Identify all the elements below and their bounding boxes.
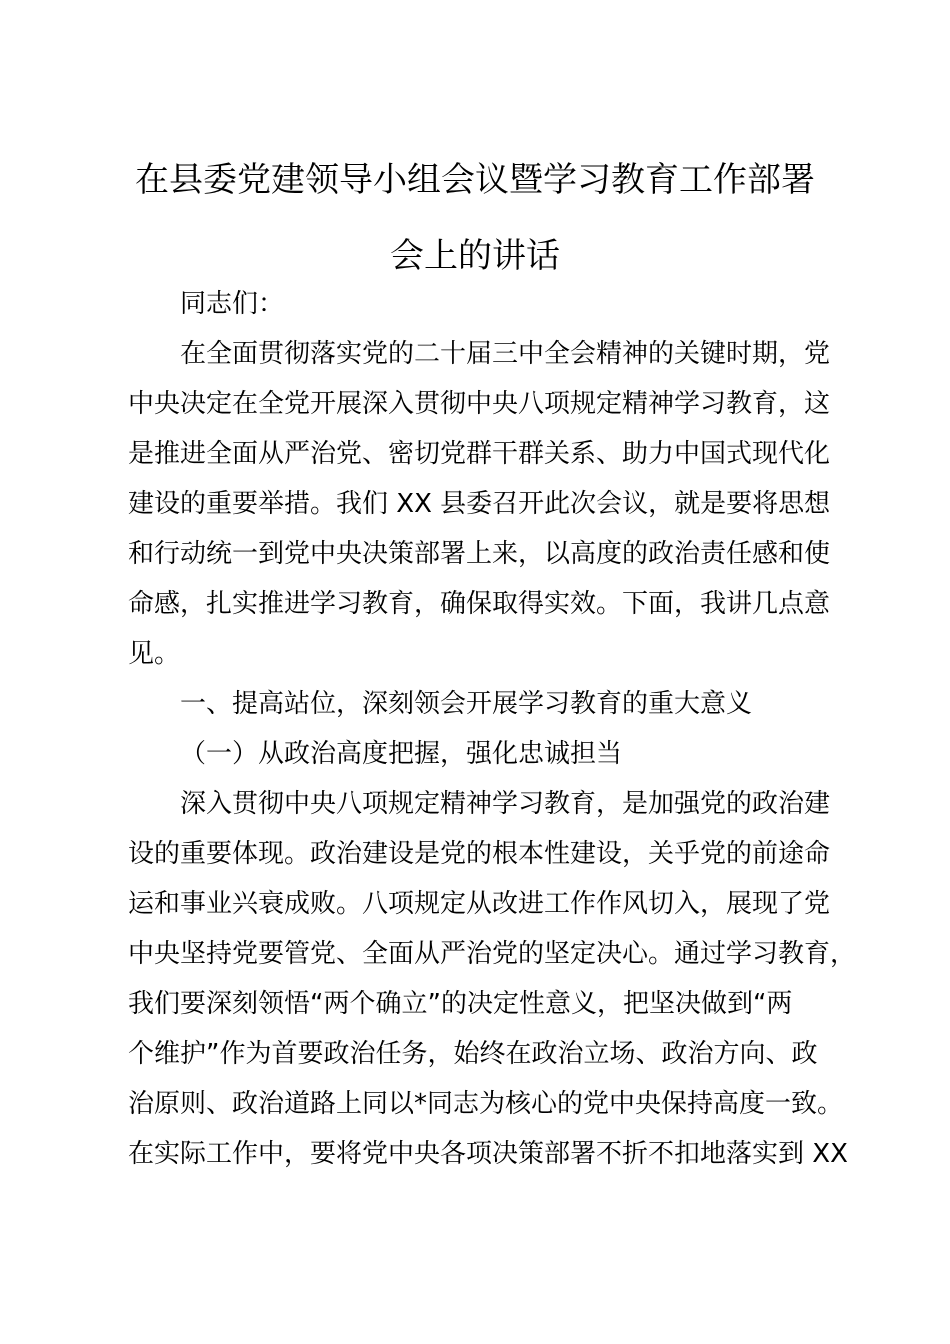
paragraph-1-line-5: 和行动统一到党中央决策部署上来，以高度的政治责任感和使	[128, 539, 831, 569]
paragraph-2-line-7: 治原则、政治道路上同以*同志为核心的党中央保持高度一致。	[128, 1089, 844, 1119]
paragraph-2-line-4: 中央坚持党要管党、全面从严治党的坚定决心。通过学习教育，	[128, 939, 857, 969]
paragraph-1-line-4: 建设的重要举措。我们 XX 县委召开此次会议，就是要将思想	[128, 489, 831, 519]
paragraph-1-line-6: 命感，扎实推进学习教育，确保取得实效。下面，我讲几点意	[128, 589, 831, 619]
paragraph-1-line-2: 中央决定在全党开展深入贯彻中央八项规定精神学习教育，这	[128, 389, 831, 419]
paragraph-2-line-6: 个维护”作为首要政治任务，始终在政治立场、政治方向、政	[128, 1039, 818, 1069]
paragraph-1-line-3: 是推进全面从严治党、密切党群干群关系、助力中国式现代化	[128, 439, 831, 469]
salutation: 同志们：	[180, 289, 285, 319]
paragraph-2-line-1: 深入贯彻中央八项规定精神学习教育，是加强党的政治建	[180, 789, 831, 819]
paragraph-1-line-7: 见。	[128, 639, 181, 669]
document-title-line-1: 在县委党建领导小组会议暨学习教育工作部署	[135, 160, 815, 200]
paragraph-1-line-1: 在全面贯彻落实党的二十届三中全会精神的关键时期，党	[180, 339, 831, 369]
paragraph-2-line-5: 我们要深刻领悟“两个确立”的决定性意义，把坚决做到“两	[128, 989, 793, 1019]
section-1-heading: 一、提高站位，深刻领会开展学习教育的重大意义	[180, 689, 753, 719]
paragraph-2-line-8: 在实际工作中，要将党中央各项决策部署不折不扣地落实到 XX	[128, 1139, 848, 1169]
subsection-1-heading: （一）从政治高度把握，强化忠诚担当	[180, 739, 623, 769]
paragraph-2-line-2: 设的重要体现。政治建设是党的根本性建设，关乎党的前途命	[128, 839, 831, 869]
document-title-line-2: 会上的讲话	[390, 236, 560, 276]
paragraph-2-line-3: 运和事业兴衰成败。八项规定从改进工作作风切入，展现了党	[128, 889, 831, 919]
